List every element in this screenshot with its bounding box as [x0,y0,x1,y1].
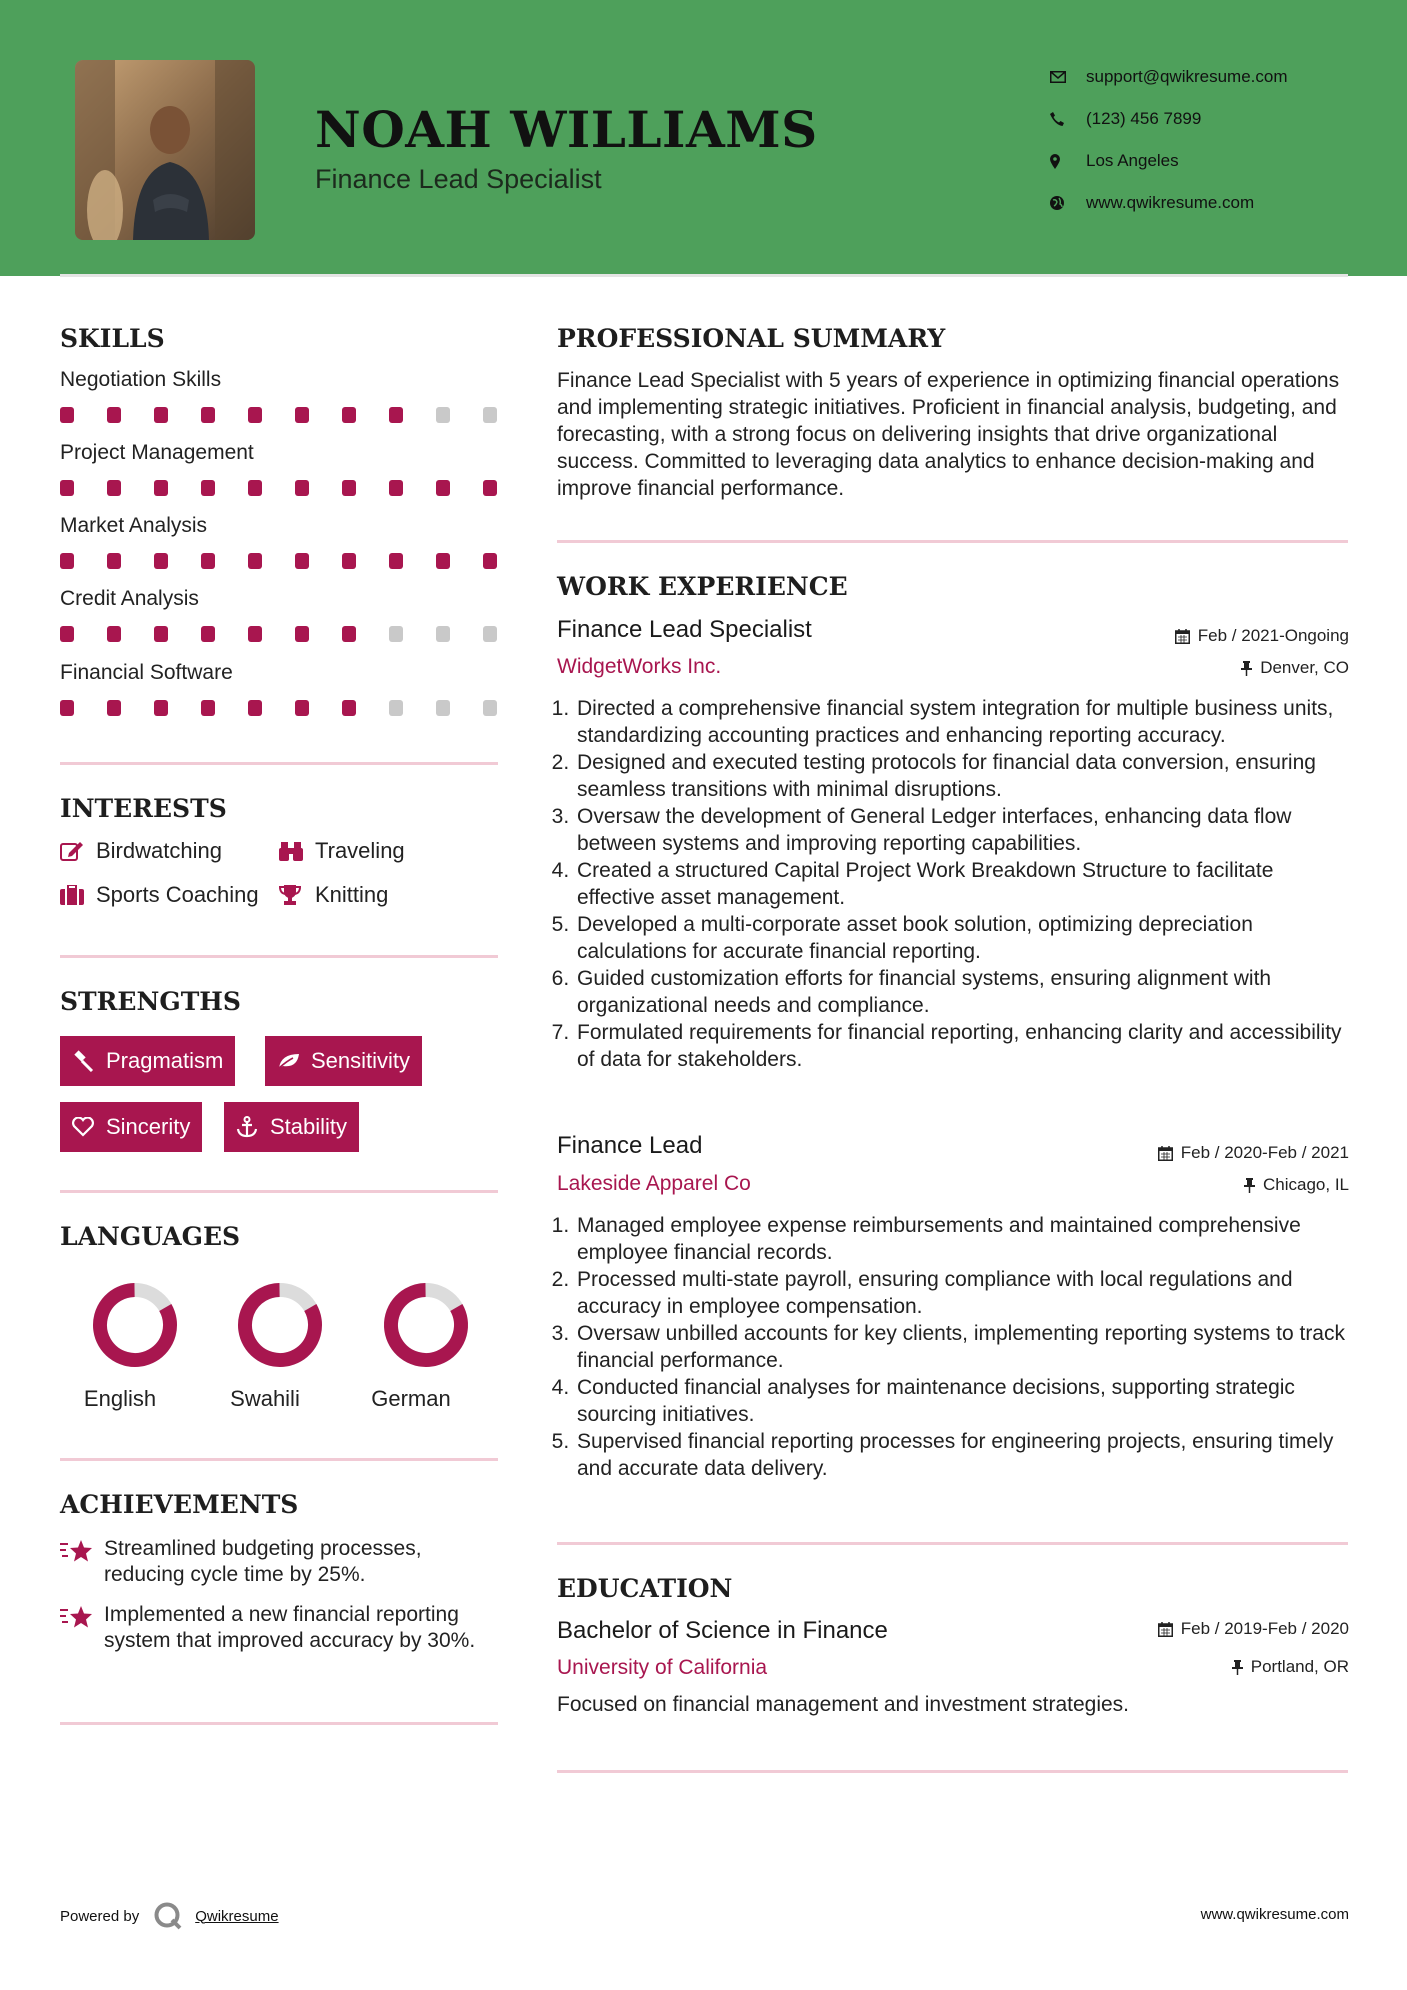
job-bullet: 3. Oversaw unbilled accounts for key clients, implementing reporting systems to track financial performance. [575,1320,1357,1374]
rating-dot-filled [248,407,262,423]
anchor-icon [236,1116,270,1138]
job-bullets [557,1212,1357,1482]
rating-dot-filled [389,553,403,569]
language-gauge [220,1280,340,1375]
rating-dot-filled [154,553,168,569]
rating-dot-empty [436,407,450,423]
skill-rating [60,407,497,423]
education-dates [1158,1619,1349,1639]
rating-dot-filled [436,480,450,496]
strength-label: Stability [270,1114,348,1139]
contact-list [1050,56,1370,224]
rating-dot-filled [248,553,262,569]
strength-stability [224,1102,359,1152]
rating-dot-filled [154,700,168,716]
strength-sensitivity [265,1036,422,1086]
rating-dot-filled [342,553,356,569]
education-school: University of California [557,1656,768,1679]
job-bullet: 6. Guided customization efforts for financial systems, ensuring alignment with organizational needs and compliance. [575,965,1357,1019]
rating-dot-empty [483,407,497,423]
education-degree: Bachelor of Science in Finance [557,1617,888,1644]
education-divider [557,1770,1348,1773]
contact-phone-text: (123) 456 7899 [1086,109,1202,128]
heart-icon [72,1117,106,1137]
skill-rating [60,553,497,569]
summary-divider [557,540,1348,543]
strengths-heading: STRENGTHS [60,987,241,1016]
rating-dot-filled [154,626,168,642]
interest-sports-coaching [60,882,259,908]
job-bullet: 5. Developed a multi-corporate asset book solution, optimizing depreciation calculations for accurate financial reporting. [575,911,1357,965]
header-banner [0,0,1407,276]
job-dates [1175,626,1349,646]
skill-name: Project Management [60,441,254,464]
rating-dot-filled [60,553,74,569]
calendar-icon [1158,1146,1173,1161]
rating-dot-filled [295,626,309,642]
job-dates-text: Feb / 2021-Ongoing [1197,626,1349,645]
job-bullet: 1. Directed a comprehensive financial system integration for multiple business units, standardizing accounting practices and enhancing reporting accuracy. [575,695,1357,749]
skill-name: Credit Analysis [60,587,199,610]
language-gauge [366,1280,486,1375]
leaf-icon [277,1052,311,1070]
achievement-item [60,1602,500,1654]
qwikresume-logo-icon [153,1902,183,1930]
interest-label: Birdwatching [96,838,222,863]
star-icon [60,1602,104,1654]
contact-phone[interactable] [1050,98,1370,140]
contact-website[interactable] [1050,182,1370,224]
interest-label: Knitting [315,882,389,907]
rating-dot-filled [107,626,121,642]
rating-dot-filled [483,480,497,496]
skill-name: Market Analysis [60,514,208,537]
languages-divider [60,1458,498,1461]
rating-dot-filled [248,700,262,716]
suitcase-icon [60,885,96,905]
contact-location [1050,140,1370,182]
skills-heading: SKILLS [60,324,165,353]
map-marker-icon [1050,154,1086,169]
job-location-text: Chicago, IL [1263,1175,1349,1194]
phone-icon [1050,112,1086,126]
rating-dot-filled [342,407,356,423]
languages-heading: LANGUAGES [60,1222,241,1251]
pin-icon [1244,1178,1255,1193]
interests-heading: INTERESTS [60,794,227,823]
pin-icon [1241,661,1252,676]
rating-dot-filled [154,480,168,496]
rating-dot-filled [154,407,168,423]
interests-divider [60,955,498,958]
job-location-text: Denver, CO [1260,658,1349,677]
summary-heading: PROFESSIONAL SUMMARY [557,324,946,353]
candidate-name: NOAH WILLIAMS [315,100,818,159]
rating-dot-filled [389,480,403,496]
job-bullet: 3. Oversaw the development of General Ledger interfaces, enhancing data flow between systems and improving reporting capabilities. [575,803,1357,857]
rating-dot-filled [248,480,262,496]
rating-dot-filled [107,700,121,716]
footer-website[interactable]: www.qwikresume.com [1200,1906,1349,1923]
interest-label: Sports Coaching [96,882,259,907]
summary-text: Finance Lead Specialist with 5 years of experience in optimizing financial operations and implementing strategic initiatives. Proficient in financial analysis, budgeting, and forecasting, with a strong focus on delivering insights that drive organizational success. Committed to leveraging data analytics to enhance decision-making and improve financial performance. [557,369,1340,500]
trophy-icon [279,884,315,906]
education-location-text: Portland, OR [1250,1657,1349,1676]
footer-powered-by [60,1902,279,1930]
skill-rating [60,626,497,642]
rating-dot-filled [248,626,262,642]
rating-dot-filled [201,626,215,642]
rating-dot-filled [201,480,215,496]
job-role: Finance Lead [557,1132,703,1159]
rating-dot-filled [60,407,74,423]
language-label: Swahili [230,1386,300,1411]
rating-dot-filled [295,700,309,716]
rating-dot-filled [60,480,74,496]
job-bullet: 5. Supervised financial reporting processes for engineering projects, ensuring timely and accurate data delivery. [575,1428,1357,1482]
rating-dot-filled [295,480,309,496]
education-location [1232,1657,1349,1677]
rating-dot-empty [483,700,497,716]
rating-dot-filled [107,407,121,423]
rating-dot-filled [436,553,450,569]
interest-birdwatching [60,838,222,864]
profile-photo [75,60,255,240]
strength-label: Sincerity [106,1114,191,1139]
rating-dot-filled [342,480,356,496]
calendar-icon [1175,629,1190,644]
education-description: Focused on financial management and investment strategies. [557,1693,1129,1716]
experience-heading: WORK EXPERIENCE [557,572,848,601]
strength-sincerity [60,1102,202,1152]
rating-dot-filled [342,626,356,642]
skill-name: Financial Software [60,661,233,684]
rating-dot-filled [389,407,403,423]
binoculars-icon [279,840,315,862]
language-label: English [83,1386,157,1411]
rating-dot-filled [107,553,121,569]
job-location [1241,658,1349,678]
rating-dot-filled [342,700,356,716]
job-dates-text: Feb / 2020-Feb / 2021 [1180,1143,1349,1162]
contact-website-text: www.qwikresume.com [1086,193,1255,212]
rating-dot-filled [60,700,74,716]
contact-email[interactable] [1050,56,1370,98]
language-gauge [75,1280,195,1375]
rating-dot-filled [201,700,215,716]
job-bullet: 2. Designed and executed testing protocols for financial data conversion, ensuring seamless transitions with minimal disruptions. [575,749,1357,803]
pin-icon [1232,1660,1243,1675]
header-divider [60,274,1348,277]
interest-label: Traveling [315,838,405,863]
strengths-divider [60,1190,498,1193]
rating-dot-empty [436,626,450,642]
job-location [1244,1175,1349,1195]
gavel-icon [72,1050,106,1072]
achievements-divider [60,1722,498,1725]
candidate-title: Finance Lead Specialist [315,164,602,194]
edit-icon [60,841,96,861]
achievement-item [60,1536,500,1588]
globe-icon [1050,196,1086,210]
achievement-text: Implemented a new financial reporting system that improved accuracy by 30%. [104,1603,476,1652]
strength-label: Pragmatism [106,1048,224,1073]
job-dates [1158,1143,1349,1163]
strength-label: Sensitivity [311,1048,411,1073]
calendar-icon [1158,1622,1173,1637]
rating-dot-filled [483,553,497,569]
skill-rating [60,700,497,716]
strength-pragmatism [60,1036,235,1086]
education-dates-text: Feb / 2019-Feb / 2020 [1180,1619,1349,1638]
star-icon [60,1536,104,1588]
rating-dot-filled [107,480,121,496]
achievement-text: Streamlined budgeting processes, reducing cycle time by 25%. [104,1537,422,1586]
job-role: Finance Lead Specialist [557,616,812,643]
job-bullet: 4. Created a structured Capital Project Work Breakdown Structure to facilitate effective asset management. [575,857,1357,911]
achievements-heading: ACHIEVEMENTS [60,1490,299,1519]
contact-location-text: Los Angeles [1086,151,1179,170]
rating-dot-filled [201,553,215,569]
rating-dot-empty [389,700,403,716]
experience-divider [557,1542,1348,1545]
job-company: Lakeside Apparel Co [557,1172,751,1195]
job-bullet: 7. Formulated requirements for financial reporting, enhancing clarity and accessibility of data for stakeholders. [575,1019,1357,1073]
skill-name: Negotiation Skills [60,368,222,391]
education-heading: EDUCATION [557,1574,733,1603]
rating-dot-filled [295,553,309,569]
contact-email-text: support@qwikresume.com [1086,67,1288,86]
rating-dot-empty [436,700,450,716]
job-bullets [557,695,1357,1073]
qwikresume-link[interactable]: Qwikresume [195,1907,279,1925]
rating-dot-filled [60,626,74,642]
job-company: WidgetWorks Inc. [557,655,722,678]
powered-by-text: Powered by [60,1907,140,1925]
job-bullet: 1. Managed employee expense reimbursements and maintained comprehensive employee financial records. [575,1212,1357,1266]
interest-traveling [279,838,405,864]
interest-knitting [279,882,388,908]
skill-rating [60,480,497,496]
job-bullet: 2. Processed multi-state payroll, ensuring compliance with local regulations and accuracy in employee compensation. [575,1266,1357,1320]
rating-dot-empty [483,626,497,642]
language-label: German [371,1386,451,1411]
envelope-icon [1050,71,1086,83]
rating-dot-filled [295,407,309,423]
skills-divider [60,762,498,765]
job-bullet: 4. Conducted financial analyses for maintenance decisions, supporting strategic sourcing initiatives. [575,1374,1357,1428]
rating-dot-filled [201,407,215,423]
rating-dot-empty [389,626,403,642]
